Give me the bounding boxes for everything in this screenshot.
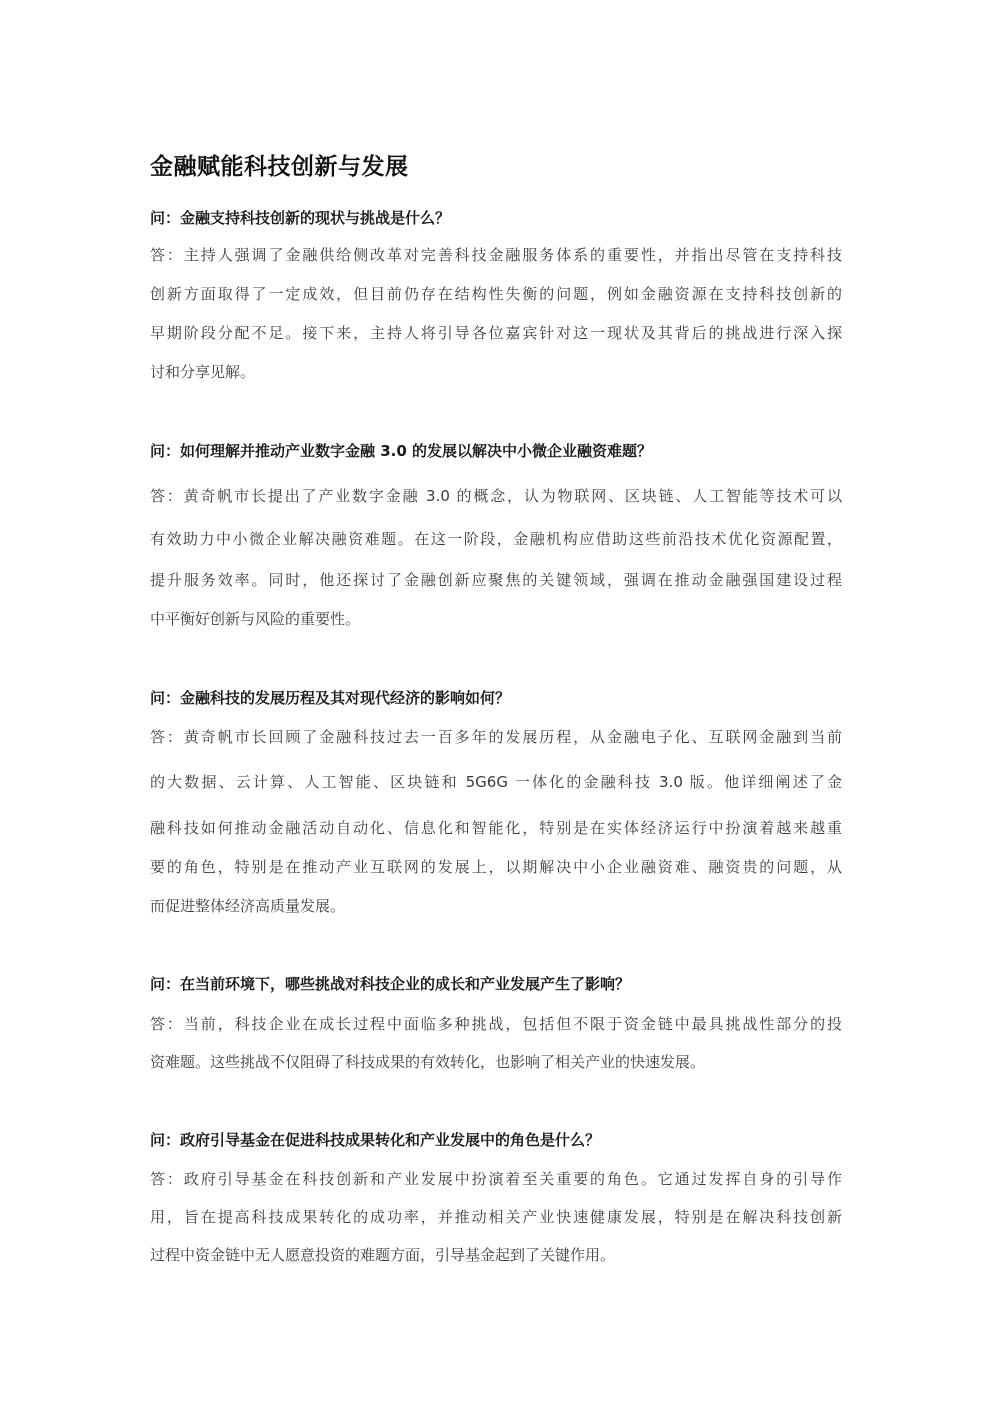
answer-2-line-3: 提升服务效率。同时，他还探讨了金融创新应聚焦的关键领域，强调在推动金融强国建设过程 [150,571,842,589]
question-3: 问：金融科技的发展历程及其对现代经济的影响如何？ [150,689,511,707]
answer-3-line-4: 要的角色，特别是在推动产业互联网的发展上，以期解决中小企业融资难、融资贵的问题，从 [150,858,842,876]
answer-2 [150,485,842,635]
answer-2-line-2: 有效助力中小微企业解决融资难题。在这一阶段，金融机构应借助这些前沿技术优化资源配置， [150,530,842,548]
answer-4-line-2: 资难题。这些挑战不仅阻碍了科技成果的有效转化，也影响了相关产业的快速发展。 [150,1053,706,1071]
answer-3-line-1: 答：黄奇帆市长回顾了金融科技过去一百多年的发展历程，从金融电子化、互联网金融到当前 [150,728,842,746]
answer-1-line-3: 早期阶段分配不足。接下来，主持人将引导各位嘉宾针对这一现状及其背后的挑战进行深入探 [150,324,842,342]
answer-5 [150,1168,842,1278]
page-title: 金融赋能科技创新与发展 [150,154,409,180]
answer-3-line-2: 的大数据、云计算、人工智能、区块链和 5G6G 一体化的金融科技 3.0 版。他详细阐述了金 [150,773,842,791]
answer-1-line-1: 答：主持人强调了金融供给侧改革对完善科技金融服务体系的重要性，并指出尽管在支持科技 [150,246,842,264]
answer-1 [150,244,842,394]
answer-4-line-1: 答：当前，科技企业在成长过程中面临多种挑战，包括但不限于资金链中最具挑战性部分的投 [150,1015,842,1033]
answer-3 [150,726,842,926]
answer-2-line-1: 答：黄奇帆市长提出了产业数字金融 3.0 的概念，认为物联网、区块链、人工智能等技术可以 [150,487,842,505]
question-5: 问：政府引导基金在促进科技成果转化和产业发展中的角色是什么？ [150,1131,601,1149]
answer-1-line-2: 创新方面取得了一定成效，但目前仍存在结构性失衡的问题，例如金融资源在支持科技创新的 [150,285,842,303]
answer-5-line-1: 答：政府引导基金在科技创新和产业发展中扮演着至关重要的角色。它通过发挥自身的引导作 [150,1170,842,1188]
answer-1-line-4: 讨和分享见解。 [150,363,256,381]
answer-5-line-2: 用，旨在提高科技成果转化的成功率，并推动相关产业快速健康发展，特别是在解决科技创新 [150,1208,842,1226]
answer-3-line-3: 融科技如何推动金融活动自动化、信息化和智能化，特别是在实体经济运行中扮演着越来越重 [150,819,842,837]
answer-5-line-3: 过程中资金链中无人愿意投资的难题方面，引导基金起到了关键作用。 [150,1246,616,1264]
question-4: 问：在当前环境下，哪些挑战对科技企业的成长和产业发展产生了影响？ [150,975,631,993]
answer-3-line-5: 而促进整体经济高质量发展。 [150,897,346,915]
question-1: 问：金融支持科技创新的现状与挑战是什么？ [150,209,451,227]
answer-2-line-4: 中平衡好创新与风险的重要性。 [150,610,361,628]
answer-4 [150,1013,842,1093]
question-2: 问：如何理解并推动产业数字金融 3.0 的发展以解决中小微企业融资难题？ [150,442,653,460]
